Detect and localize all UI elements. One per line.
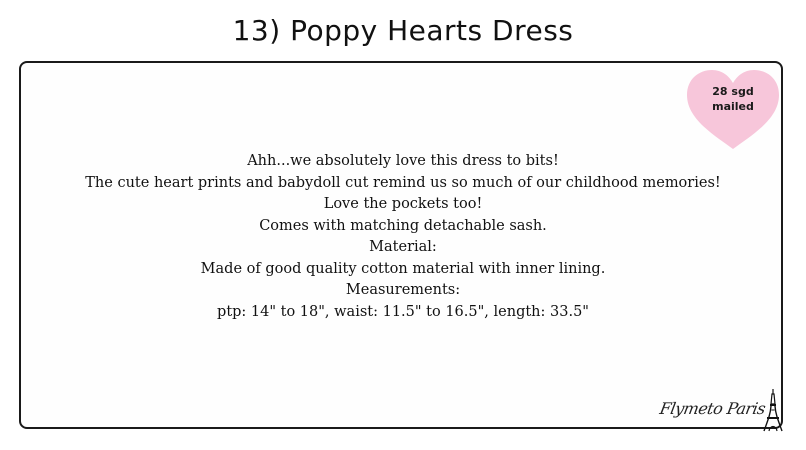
description-line: The cute heart prints and babydoll cut remind us so much of our childhood memories! — [85, 174, 721, 191]
material-text: Made of good quality cotton material with inner lining. — [200, 260, 606, 277]
description-line: Ahh...we absolutely love this dress to bits! — [247, 153, 559, 169]
price-tag — [684, 84, 782, 114]
product-description — [40, 151, 766, 323]
eiffel-tower-icon — [762, 388, 784, 432]
material-heading: Material: — [369, 239, 437, 255]
price-shipping: mailed — [712, 100, 754, 113]
brand-logo-text: Flymeto Paris — [658, 399, 767, 418]
measurements-heading: Measurements: — [345, 282, 461, 298]
description-line: Love the pockets too! — [323, 196, 483, 212]
price-amount: 28 sgd — [712, 85, 754, 98]
brand-logo — [660, 393, 770, 429]
measurements-text: ptp: 14" to 18", waist: 11.5" to 16.5", length: 33.5" — [217, 303, 589, 320]
page-title: 13) Poppy Hearts Dress — [232, 14, 574, 47]
description-line: Comes with matching detachable sash. — [259, 217, 547, 234]
